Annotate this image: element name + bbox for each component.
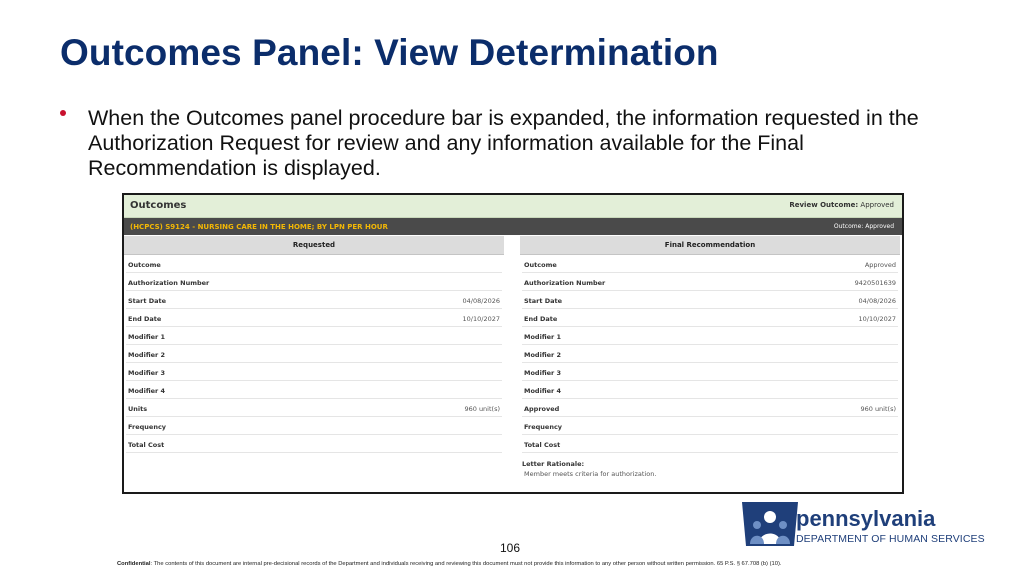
row-value: 9420501639 — [854, 279, 896, 287]
row-label: Frequency — [128, 423, 167, 431]
row-value: Approved — [864, 261, 896, 269]
review-outcome-value: Approved — [860, 201, 894, 209]
procedure-outcome: Outcome: Approved — [833, 223, 894, 230]
letter-rationale-text: Member meets criteria for authorization. — [524, 470, 657, 478]
table-row — [522, 327, 898, 345]
logo-wordmark: pennsylvania — [796, 506, 936, 531]
row-label: Modifier 3 — [128, 369, 166, 377]
letter-rationale — [522, 453, 898, 478]
row-value: 960 unit(s) — [464, 405, 500, 413]
row-label: Approved — [524, 405, 560, 413]
requested-header: Requested — [124, 236, 504, 255]
row-value: 04/08/2026 — [462, 297, 500, 305]
row-label: Units — [128, 405, 148, 413]
row-label: Modifier 4 — [524, 387, 562, 395]
row-label: Modifier 2 — [128, 351, 166, 359]
row-label: End Date — [524, 315, 558, 323]
table-row — [522, 273, 898, 291]
table-row — [126, 399, 502, 417]
row-value: 10/10/2027 — [858, 315, 896, 323]
table-row — [522, 399, 898, 417]
table-row — [522, 417, 898, 435]
table-row — [126, 363, 502, 381]
row-label: Modifier 2 — [524, 351, 562, 359]
table-row — [126, 417, 502, 435]
confidentiality-footer — [117, 561, 917, 567]
row-label: Start Date — [128, 297, 167, 305]
row-label: Total Cost — [128, 441, 165, 449]
table-row — [522, 255, 898, 273]
row-label: Total Cost — [524, 441, 561, 449]
row-value: 10/10/2027 — [462, 315, 500, 323]
row-value: 960 unit(s) — [860, 405, 896, 413]
row-label: End Date — [128, 315, 162, 323]
bullet-text: When the Outcomes panel procedure bar is expanded, the information requested in the Authorization Request for review and any information available for the Final Recommendation is displayed. — [88, 106, 919, 180]
table-row — [522, 309, 898, 327]
row-label: Frequency — [524, 423, 563, 431]
table-row — [126, 291, 502, 309]
table-row — [522, 435, 898, 453]
review-outcome-label: Review Outcome: — [789, 201, 859, 209]
logo-department: DEPARTMENT OF HUMAN SERVICES — [796, 533, 985, 545]
table-row — [522, 345, 898, 363]
outcomes-panel — [122, 193, 904, 494]
table-row — [522, 363, 898, 381]
letter-rationale-label: Letter Rationale: — [522, 460, 585, 468]
final-recommendation-header: Final Recommendation — [520, 236, 900, 255]
final-recommendation-column — [520, 236, 900, 478]
table-row — [126, 345, 502, 363]
table-row — [126, 381, 502, 399]
table-row — [522, 381, 898, 399]
footer-text: : The contents of this document are internal pre-decisional records of the Department and individuals receiving and reviewing this document must not provide this information to any other person without written permission. 65 P.S. § 67.708 (b) (10). — [150, 561, 782, 567]
row-label: Outcome — [524, 261, 557, 269]
requested-column — [124, 236, 504, 453]
outcomes-panel-header — [124, 195, 902, 218]
row-label: Modifier 1 — [128, 333, 166, 341]
row-label: Authorization Number — [524, 279, 606, 287]
footer-label: Confidential — [117, 561, 151, 567]
row-label: Outcome — [128, 261, 161, 269]
procedure-bar[interactable] — [124, 218, 902, 235]
keystone-family-icon — [740, 500, 800, 548]
outcomes-panel-title: Outcomes — [130, 200, 187, 211]
row-value: 04/08/2026 — [858, 297, 896, 305]
row-label: Modifier 3 — [524, 369, 562, 377]
slide-title: Outcomes Panel: View Determination — [60, 32, 719, 73]
row-label: Modifier 4 — [128, 387, 166, 395]
table-row — [126, 327, 502, 345]
procedure-code: (HCPCS) S9124 - NURSING CARE IN THE HOME; BY LPN PER HOUR — [130, 223, 388, 231]
bullet-dot-icon — [60, 110, 66, 116]
page-number: 106 — [500, 541, 521, 555]
table-row — [126, 255, 502, 273]
row-label: Start Date — [524, 297, 563, 305]
table-row — [126, 309, 502, 327]
review-outcome — [789, 201, 894, 209]
row-label: Authorization Number — [128, 279, 210, 287]
row-label: Modifier 1 — [524, 333, 562, 341]
table-row — [522, 291, 898, 309]
table-row — [126, 435, 502, 453]
table-row — [126, 273, 502, 291]
